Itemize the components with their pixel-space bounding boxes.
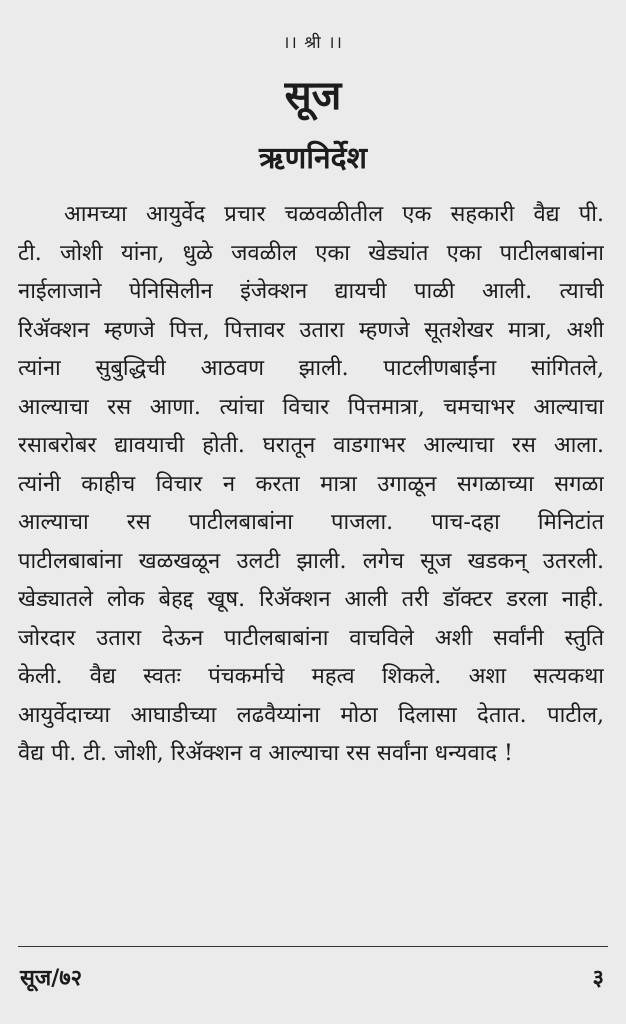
body-line: आल्याचा रस आणा. त्यांचा विचार पित्तमात्रा, चमचाभर आल्याचा <box>18 394 604 420</box>
body-line: आयुर्वेदाच्या आघाडीच्या लढवैय्यांना मोठा दिलासा देतात. पाटील, <box>18 702 604 728</box>
body-line: रसाबरोबर द्यावयाची होती. घरातून वाडगाभर आल्याचा रस आला. <box>18 433 604 458</box>
body-line: आल्याचा रस पाटीलबाबांना पाजला. पाच-दहा मिनिटांत <box>18 510 604 535</box>
body-line: केली. वैद्य स्वतः पंचकर्माचे महत्व शिकले. अशा सत्यकथा <box>18 664 604 689</box>
body-line: आमच्या आयुर्वेद प्रचार चळवळीतील एक सहकारी वैद्य पी. <box>64 202 604 227</box>
body-line: वैद्य पी. टी. जोशी, रिॲक्शन व आल्याचा रस सर्वांना धन्यवाद ! <box>18 741 513 766</box>
invocation-heading: ।। श्री ।। <box>282 33 344 53</box>
body-line: टी. जोशी यांना, धुळे जवळील एका खेड्यांत एका पाटीलबाबांना <box>18 240 604 266</box>
page-number: ३ <box>592 965 604 991</box>
footer-label: सूज/७२ <box>20 965 83 991</box>
footer-divider <box>18 946 608 947</box>
body-paragraph <box>18 196 604 774</box>
body-line: जोरदार उतारा देऊन पाटीलबाबांना वाचविले अशी सर्वांनी स्तुति <box>18 625 604 651</box>
page-title: सूज <box>284 72 342 119</box>
body-line: नाईलाजाने पेनिसिलीन इंजेक्शन द्यायची पाळी आली. त्याची <box>18 279 604 304</box>
section-subtitle: ऋणनिर्देश <box>258 141 368 176</box>
body-line: खेड्यातले लोक बेहद्द खूष. रिॲक्शन आली तरी डॉक्टर डरला नाही. <box>18 587 604 612</box>
body-line: पाटीलबाबांना खळखळून उलटी झाली. लगेच सूज खडकन् उतरली. <box>18 548 604 574</box>
body-line: रिॲक्शन म्हणजे पित्त, पित्तावर उतारा म्हणजे सूतशेखर मात्रा, अशी <box>18 317 604 343</box>
body-line: त्यांनी काहीच विचार न करता मात्रा उगाळून सगळाच्या सगळा <box>18 471 604 497</box>
body-line: त्यांना सुबुद्धिची आठवण झाली. पाटलीणबाईंना सांगितले, <box>18 356 604 381</box>
